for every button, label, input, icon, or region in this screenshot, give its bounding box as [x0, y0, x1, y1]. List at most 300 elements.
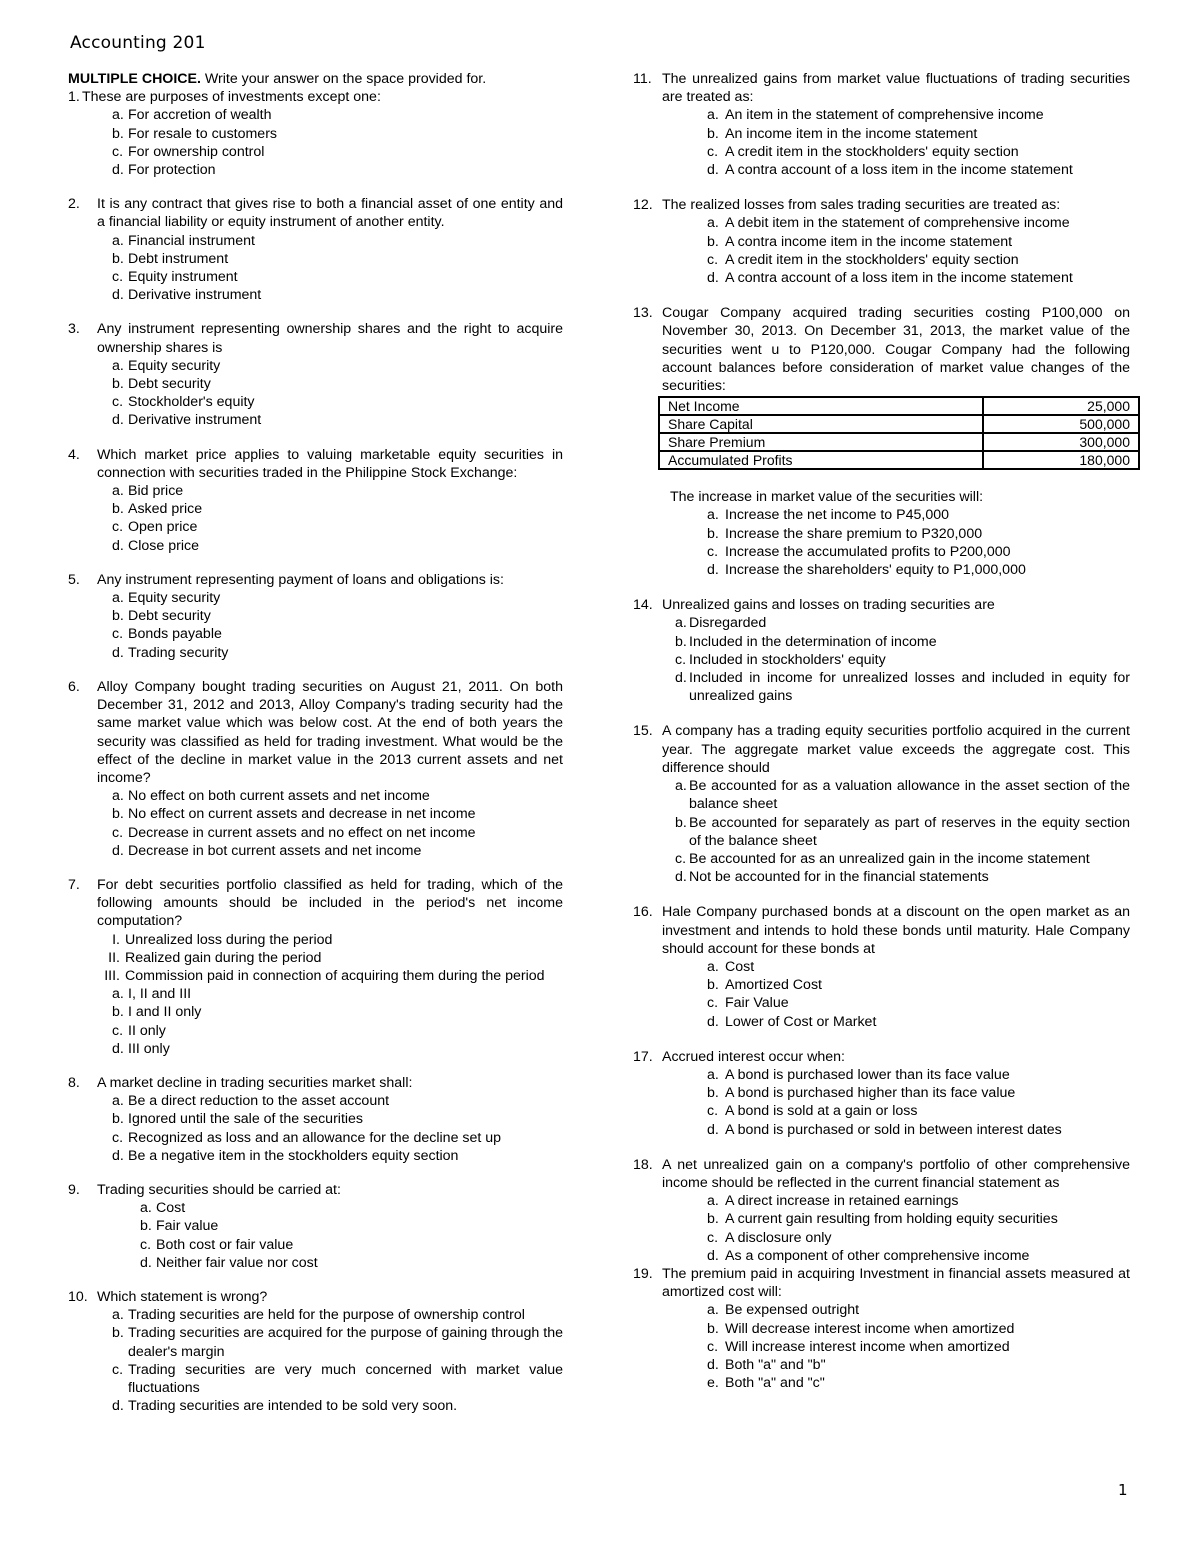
question-stem: [68, 195, 563, 231]
option-text: Financial instrument: [128, 232, 255, 249]
option-text: Be a direct reduction to the asset account: [128, 1093, 390, 1110]
answer-option: [633, 161, 1130, 179]
option-letter: a.: [707, 1066, 719, 1083]
answer-option: [68, 1361, 563, 1397]
option-text: Lower of Cost or Market: [725, 1013, 877, 1030]
answer-option: [68, 1003, 563, 1021]
left-column: [68, 70, 563, 1415]
instructions: [68, 70, 563, 88]
option-text: Not be accounted for in the financial statements: [689, 869, 989, 886]
question: [633, 304, 1130, 579]
option-letter: d.: [112, 412, 124, 429]
option-text: Open price: [128, 519, 198, 536]
option-letter: a.: [140, 1200, 152, 1217]
question-text: Hale Company purchased bonds at a discount on the open market as an investment and intends to hold these bonds until maturity. Hale Company should account for these bonds at: [662, 904, 1130, 957]
account-name: Accumulated Profits: [659, 451, 983, 469]
question-stem: [633, 1048, 1130, 1066]
option-letter: c.: [112, 143, 124, 160]
answer-option: [633, 1320, 1130, 1338]
option-text: As a component of other comprehensive income: [725, 1247, 1030, 1264]
option-text: Trading securities are acquired for the purpose of gaining through the dealer's margin: [128, 1325, 563, 1360]
question: [68, 571, 563, 662]
question-text: The unrealized gains from market value fluctuations of trading securities are treated as:: [662, 71, 1130, 106]
option-letter: d.: [112, 1147, 124, 1164]
option-letter: b.: [112, 125, 124, 142]
question-number: 6.: [68, 678, 80, 695]
question-number: 17.: [633, 1048, 653, 1065]
answer-option: [68, 589, 563, 607]
option-text: Amortized Cost: [725, 977, 822, 994]
option-text: II only: [128, 1022, 166, 1039]
option-text: Fair value: [156, 1218, 219, 1235]
option-text: Trading securities are intended to be sold very soon.: [128, 1398, 458, 1415]
account-name: Share Premium: [659, 433, 983, 451]
question: [68, 195, 563, 304]
question-number: 13.: [633, 305, 653, 322]
answer-option: [68, 268, 563, 286]
option-text: For ownership control: [128, 143, 265, 160]
answer-option: [68, 482, 563, 500]
option-text: Both "a" and "c": [725, 1375, 825, 1392]
option-letter: b.: [707, 125, 719, 142]
question-text: These are purposes of investments except one:: [82, 89, 381, 106]
answer-option: [633, 561, 1130, 579]
question-stem: [68, 678, 563, 787]
option-text: A contra account of a loss item in the income statement: [725, 270, 1073, 287]
answer-option: [633, 506, 1130, 524]
option-letter: d.: [112, 842, 124, 859]
table-row: [659, 415, 1139, 433]
question: [633, 196, 1130, 287]
question: [633, 1265, 1130, 1392]
option-text: Will decrease interest income when amortized: [725, 1320, 1015, 1337]
answer-options: [68, 1199, 563, 1272]
question-number: 16.: [633, 904, 653, 921]
answer-options: [633, 214, 1130, 287]
option-letter: a.: [707, 215, 719, 232]
option-text: Trading securities are very much concerned with market value fluctuations: [128, 1361, 563, 1396]
option-text: A contra account of a loss item in the income statement: [725, 162, 1073, 179]
question-number: 14.: [633, 597, 653, 614]
answer-option: [68, 375, 563, 393]
option-letter: d.: [112, 162, 124, 179]
question-stem: [633, 722, 1130, 777]
answer-option: [68, 607, 563, 625]
question: [68, 678, 563, 860]
answer-option: [633, 125, 1130, 143]
option-letter: c.: [112, 1361, 124, 1378]
question-stem: [68, 876, 563, 931]
option-letter: b.: [707, 525, 719, 542]
option-letter: b.: [112, 1325, 124, 1342]
option-letter: c.: [112, 269, 124, 286]
option-letter: b.: [112, 250, 124, 267]
option-letter: d.: [112, 1040, 124, 1057]
option-text: Increase the net income to P45,000: [725, 507, 949, 524]
option-text: Decrease in current assets and no effect on net income: [128, 824, 476, 841]
answer-option: [68, 1236, 563, 1254]
option-letter: c.: [707, 251, 719, 268]
question-text: It is any contract that gives rise to both a financial asset of one entity and a financial liability or equity instrument of another entity.: [97, 196, 563, 231]
answer-option: [68, 1397, 563, 1415]
question-text: Which statement is wrong?: [97, 1288, 268, 1305]
answer-option: [68, 1129, 563, 1147]
option-letter: c.: [675, 850, 687, 867]
option-letter: a.: [675, 615, 687, 632]
option-letter: a.: [112, 1093, 124, 1110]
question: [633, 903, 1130, 1030]
option-text: For protection: [128, 162, 216, 179]
option-text: Decrease in bot current assets and net income: [128, 842, 422, 859]
option-text: Increase the share premium to P320,000: [725, 525, 983, 542]
answer-option: [633, 1356, 1130, 1374]
option-letter: b.: [675, 633, 687, 650]
question: [633, 1048, 1130, 1139]
answer-option: [633, 1121, 1130, 1139]
option-text: III only: [128, 1040, 170, 1057]
question-number: 4.: [68, 446, 80, 463]
option-text: Will increase interest income when amortized: [725, 1338, 1010, 1355]
option-letter: a.: [707, 107, 719, 124]
answer-options: [68, 482, 563, 555]
option-text: A debit item in the statement of comprehensive income: [725, 215, 1070, 232]
answer-option: [633, 614, 1130, 632]
answer-options: [68, 1092, 563, 1165]
answer-option: [633, 994, 1130, 1012]
option-letter: a.: [112, 986, 124, 1003]
answer-option: [633, 214, 1130, 232]
answer-option: [633, 106, 1130, 124]
answer-options: [68, 357, 563, 430]
question: [68, 320, 563, 429]
question-stem: [68, 446, 563, 482]
answer-option: [68, 537, 563, 555]
answer-options: [633, 506, 1130, 579]
option-letter: d.: [140, 1254, 152, 1271]
answer-option: [633, 1301, 1130, 1319]
answer-option: [68, 250, 563, 268]
option-letter: d.: [707, 1121, 719, 1138]
option-text: No effect on both current assets and net income: [128, 788, 430, 805]
answer-options: [633, 1301, 1130, 1392]
answer-options: [68, 1306, 563, 1415]
option-text: Neither fair value nor cost: [156, 1254, 318, 1271]
option-letter: d.: [675, 670, 687, 687]
answer-option: [633, 1084, 1130, 1102]
option-text: Increase the shareholders' equity to P1,000,000: [725, 562, 1026, 579]
option-text: Debt security: [128, 608, 211, 625]
option-text: Equity security: [128, 357, 221, 374]
answer-options: [633, 614, 1130, 705]
question: [68, 1181, 563, 1272]
option-letter: b.: [112, 608, 124, 625]
roman-item: [68, 949, 563, 967]
option-text: Included in stockholders' equity: [689, 651, 886, 668]
option-text: A credit item in the stockholders' equity section: [725, 251, 1019, 268]
question-number: 19.: [633, 1265, 653, 1282]
question-number: 18.: [633, 1156, 653, 1173]
option-text: Disregarded: [689, 615, 767, 632]
account-value: 180,000: [983, 451, 1139, 469]
option-text: Be accounted for separately as part of reserves in the equity section of the balance sheet: [689, 814, 1130, 849]
option-text: Trading securities are held for the purpose of ownership control: [128, 1307, 525, 1324]
option-letter: a.: [112, 788, 124, 805]
option-letter: d.: [112, 644, 124, 661]
option-text: Be expensed outright: [725, 1302, 860, 1319]
answer-option: [633, 814, 1130, 850]
option-letter: b.: [112, 1111, 124, 1128]
option-letter: d.: [707, 1247, 719, 1264]
question-text: Cougar Company acquired trading securities costing P100,000 on November 30, 2013. On December 31, 2013, the market value of the securities went u to P120,000. Cougar Company had the following account balances before consideration of market value changes of the securities:: [662, 305, 1130, 395]
option-letter: a.: [112, 357, 124, 374]
question-stem: [633, 596, 1130, 614]
left-question-list: [68, 88, 563, 1415]
answer-option: [68, 1306, 563, 1324]
question: [633, 722, 1130, 886]
table-row: [659, 433, 1139, 451]
option-text: Equity security: [128, 590, 221, 607]
answer-option: [633, 1066, 1130, 1084]
answer-option: [68, 143, 563, 161]
instructions-text: Write your answer on the space provided for.: [200, 71, 487, 87]
question-text: The premium paid in acquiring Investment in financial assets measured at amortized cost will:: [662, 1265, 1130, 1301]
option-text: A bond is purchased lower than its face value: [725, 1066, 1010, 1083]
question-number: 10.: [68, 1288, 88, 1305]
option-letter: b.: [707, 1211, 719, 1228]
option-text: Stockholder's equity: [128, 394, 255, 411]
question-text: A net unrealized gain on a company's portfolio of other comprehensive income should be reflected in the current financial statement as: [662, 1156, 1130, 1191]
option-text: Debt instrument: [128, 250, 229, 267]
answer-option: [68, 1324, 563, 1360]
option-letter: d.: [112, 287, 124, 304]
option-letter: c.: [707, 1103, 719, 1120]
option-letter: d.: [707, 162, 719, 179]
question-stem: [68, 320, 563, 356]
option-text: Be a negative item in the stockholders equity section: [128, 1147, 459, 1164]
option-text: Fair Value: [725, 995, 789, 1012]
option-letter: c.: [675, 651, 687, 668]
option-text: An item in the statement of comprehensive income: [725, 107, 1044, 124]
option-letter: d.: [112, 1398, 124, 1415]
roman-text: Commission paid in connection of acquiring them during the period: [125, 967, 545, 984]
question-text: Any instrument representing payment of loans and obligations is:: [97, 571, 504, 588]
option-letter: a.: [675, 778, 687, 795]
answer-option: [68, 106, 563, 124]
account-value: 500,000: [983, 415, 1139, 433]
answer-option: [633, 777, 1130, 813]
answer-option: [68, 1217, 563, 1235]
option-letter: c.: [112, 824, 124, 841]
page-number: 1: [1118, 1481, 1128, 1499]
answer-option: [633, 976, 1130, 994]
option-text: An income item in the income statement: [725, 125, 978, 142]
answer-option: [633, 1013, 1130, 1031]
answer-options: [68, 589, 563, 662]
option-letter: b.: [140, 1218, 152, 1235]
option-letter: b.: [112, 1004, 124, 1021]
option-letter: c.: [707, 543, 719, 560]
answer-option: [633, 543, 1130, 561]
option-letter: c.: [707, 143, 719, 160]
question-stem: [68, 1288, 563, 1306]
answer-option: [633, 525, 1130, 543]
question-text: A company has a trading equity securities portfolio acquired in the current year. The aggregate market value exceeds the aggregate cost. This difference should: [662, 723, 1130, 776]
option-letter: c.: [707, 995, 719, 1012]
answer-option: [68, 842, 563, 860]
option-letter: c.: [112, 1022, 124, 1039]
option-letter: d.: [112, 537, 124, 554]
question-stem: [633, 70, 1130, 106]
option-letter: a.: [707, 958, 719, 975]
option-text: Close price: [128, 537, 199, 554]
question-text: For debt securities portfolio classified as held for trading, which of the following amounts should be included in the period's net income computation?: [97, 876, 563, 930]
page-title: Accounting 201: [70, 33, 206, 53]
option-letter: b.: [112, 806, 124, 823]
option-text: Be accounted for as an unrealized gain in the income statement: [689, 850, 1090, 867]
option-text: Cost: [156, 1200, 186, 1217]
answer-option: [68, 805, 563, 823]
question-number: 7.: [68, 876, 80, 893]
option-text: I, II and III: [128, 986, 192, 1003]
question-number: 9.: [68, 1181, 80, 1198]
option-text: Asked price: [128, 501, 203, 518]
account-value: 300,000: [983, 433, 1139, 451]
answer-option: [68, 125, 563, 143]
question-stem: [68, 1074, 563, 1092]
answer-option: [68, 824, 563, 842]
question-number: 12.: [633, 197, 653, 214]
answer-option: [68, 644, 563, 662]
answer-options: [633, 106, 1130, 179]
answer-option: [633, 1210, 1130, 1228]
option-letter: a.: [112, 1307, 124, 1324]
option-text: A contra income item in the income statement: [725, 233, 1013, 250]
option-text: A bond is purchased or sold in between interest dates: [725, 1121, 1062, 1138]
answer-option: [68, 161, 563, 179]
question-text: Alloy Company bought trading securities on August 21, 2011. On both December 31, 2012 and 2013, Alloy Company's trading security had the same market value which was below cost. At the end of both years the security was classified as held for trading investment. What would be the effect of the decline in market value in the 2013 current assets and net income?: [97, 678, 563, 786]
answer-option: [633, 958, 1130, 976]
answer-option: [68, 985, 563, 1003]
account-name: Net Income: [659, 397, 983, 415]
option-text: Derivative instrument: [128, 412, 262, 429]
question-number: 15.: [633, 723, 653, 740]
option-letter: a.: [112, 232, 124, 249]
option-letter: a.: [707, 1302, 719, 1319]
answer-option: [68, 1022, 563, 1040]
question: [633, 596, 1130, 705]
answer-option: [68, 787, 563, 805]
option-text: A bond is purchased higher than its face value: [725, 1085, 1016, 1102]
option-text: Debt security: [128, 376, 211, 393]
answer-option: [633, 1247, 1130, 1265]
answer-option: [633, 269, 1130, 287]
question-number: 11.: [633, 71, 652, 87]
roman-text: Unrealized loss during the period: [125, 931, 333, 948]
option-letter: c.: [112, 394, 124, 411]
question-text: The realized losses from sales trading securities are treated as:: [662, 197, 1061, 214]
option-letter: b.: [675, 814, 687, 831]
question: [68, 88, 563, 179]
answer-options: [633, 777, 1130, 886]
question: [68, 1074, 563, 1165]
option-text: Derivative instrument: [128, 287, 262, 304]
answer-option: [68, 411, 563, 429]
option-letter: a.: [112, 107, 124, 124]
answer-option: [68, 232, 563, 250]
option-letter: b.: [707, 1320, 719, 1337]
answer-options: [633, 1066, 1130, 1139]
answer-option: [633, 1229, 1130, 1247]
option-letter: c.: [707, 1229, 719, 1246]
answer-option: [633, 251, 1130, 269]
option-letter: d.: [707, 270, 719, 287]
question-text: Which market price applies to valuing marketable equity securities in connection with securities traded in the Philippine Stock Exchange:: [97, 446, 563, 481]
answer-option: [68, 518, 563, 536]
option-text: For resale to customers: [128, 125, 278, 142]
option-text: Be accounted for as a valuation allowance in the asset section of the balance sheet: [689, 778, 1130, 813]
option-text: I and II only: [128, 1004, 202, 1021]
answer-option: [633, 1102, 1130, 1120]
answer-option: [633, 669, 1130, 705]
account-balances-table: [658, 396, 1140, 470]
option-text: Increase the accumulated profits to P200,000: [725, 543, 1011, 560]
roman-numeral: I.: [112, 931, 120, 948]
answer-option: [68, 1040, 563, 1058]
option-text: A bond is sold at a gain or loss: [725, 1103, 918, 1120]
roman-list: [68, 931, 563, 986]
question-text: Any instrument representing ownership shares and the right to acquire ownership shares is: [97, 321, 563, 356]
option-text: A current gain resulting from holding equity securities: [725, 1211, 1058, 1228]
option-text: Trading security: [128, 644, 229, 661]
answer-options: [633, 958, 1130, 1031]
option-text: Bid price: [128, 483, 184, 500]
answer-option: [633, 633, 1130, 651]
option-text: A credit item in the stockholders' equity section: [725, 143, 1019, 160]
option-text: A disclosure only: [725, 1229, 832, 1246]
question: [68, 1288, 563, 1415]
option-text: Both "a" and "b": [725, 1356, 826, 1373]
table-row: [659, 397, 1139, 415]
option-letter: c.: [112, 626, 124, 643]
question-stem: [633, 304, 1130, 395]
option-text: Cost: [725, 958, 755, 975]
question-text: A market decline in trading securities market shall:: [97, 1074, 413, 1091]
option-letter: b.: [707, 233, 719, 250]
option-letter: b.: [112, 376, 124, 393]
option-text: Equity instrument: [128, 269, 238, 286]
answer-option: [68, 1199, 563, 1217]
answer-option: [68, 1092, 563, 1110]
question: [68, 876, 563, 1058]
option-letter: c.: [112, 1129, 124, 1146]
question-number: 2.: [68, 196, 80, 213]
option-text: Ignored until the sale of the securities: [128, 1111, 364, 1128]
roman-item: [68, 967, 563, 985]
option-text: A direct increase in retained earnings: [725, 1193, 959, 1210]
question: [633, 70, 1130, 179]
option-letter: d.: [707, 1356, 719, 1373]
option-letter: d.: [675, 869, 687, 886]
question-followup: The increase in market value of the securities will:: [670, 489, 984, 506]
answer-options: [68, 106, 563, 179]
option-text: Bonds payable: [128, 626, 222, 643]
option-text: Recognized as loss and an allowance for the decline set up: [128, 1129, 502, 1146]
option-text: Included in income for unrealized losses and included in equity for unrealized gains: [689, 670, 1130, 705]
answer-option: [633, 1338, 1130, 1356]
question-stem: [68, 571, 563, 589]
option-letter: c.: [707, 1338, 719, 1355]
question-number: 8.: [68, 1074, 80, 1091]
